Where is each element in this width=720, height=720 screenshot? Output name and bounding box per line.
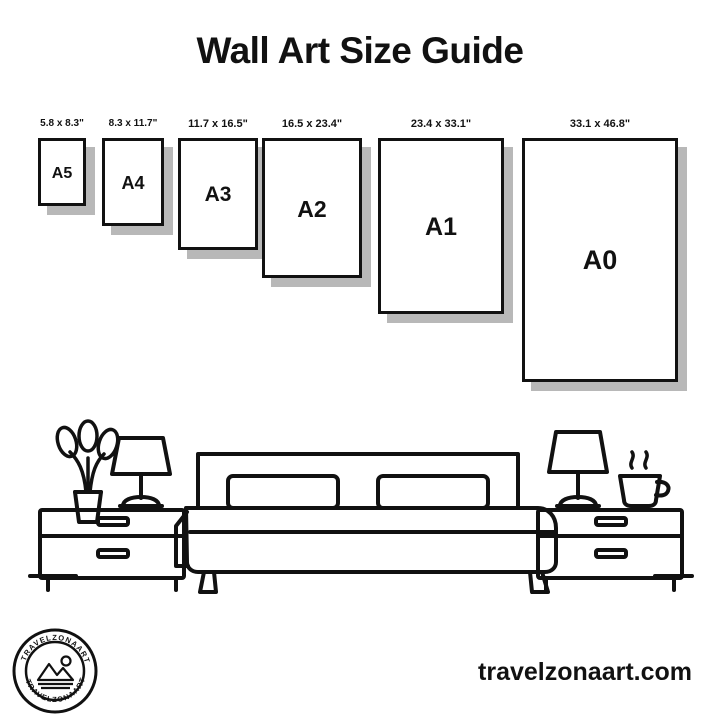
frame-label-a5: A5 (51, 164, 73, 182)
footer (0, 610, 720, 720)
table-lamp-right (549, 432, 607, 506)
frame-dimensions-a1: 23.4 x 33.1" (410, 118, 472, 130)
headboard (198, 454, 518, 508)
logo-text-bottom: TRAVELZONAART (23, 675, 88, 705)
frame-label-a1: A1 (425, 212, 457, 241)
frame-group-a3 (178, 0, 258, 250)
frame-dimensions-a3: 11.7 x 16.5" (188, 118, 248, 130)
frame-label-a3: A3 (204, 183, 232, 207)
nightstand-left (40, 510, 184, 590)
frame-dimensions-a5: 5.8 x 8.3" (40, 118, 84, 129)
frame-label-a4: A4 (121, 173, 145, 194)
coffee-cup (620, 452, 669, 506)
frame-box-a1 (378, 138, 504, 314)
frame-dimensions-a2: 16.5 x 23.4" (281, 118, 343, 130)
frame-label-a0: A0 (582, 245, 618, 276)
frame-box-a0 (522, 138, 678, 382)
bedroom-illustration (0, 380, 720, 610)
frame-group-a2 (262, 0, 362, 278)
pillow-right (378, 476, 488, 508)
frame-group-a4 (102, 0, 164, 226)
bed (176, 454, 556, 592)
frame-dimensions-a0: 33.1 x 46.8" (569, 118, 631, 130)
page-title: Wall Art Size Guide (196, 30, 524, 71)
frame-box-a4 (102, 138, 164, 226)
table-lamp-left (112, 438, 170, 506)
frame-group-a0 (522, 0, 678, 382)
frame-label-a2: A2 (297, 196, 327, 223)
frame-group-a1 (378, 0, 504, 314)
pillow-left (228, 476, 338, 508)
frame-group-a5 (38, 0, 86, 206)
frame-dimensions-a4: 8.3 x 11.7" (108, 118, 158, 129)
frame-box-a5 (38, 138, 86, 206)
nightstand-right (538, 510, 682, 590)
frame-box-a3 (178, 138, 258, 250)
brand-logo (12, 628, 98, 714)
website-url: travelzonaart.com (478, 658, 692, 686)
logo-text-top: TRAVELZONAART (18, 632, 92, 665)
frame-box-a2 (262, 138, 362, 278)
